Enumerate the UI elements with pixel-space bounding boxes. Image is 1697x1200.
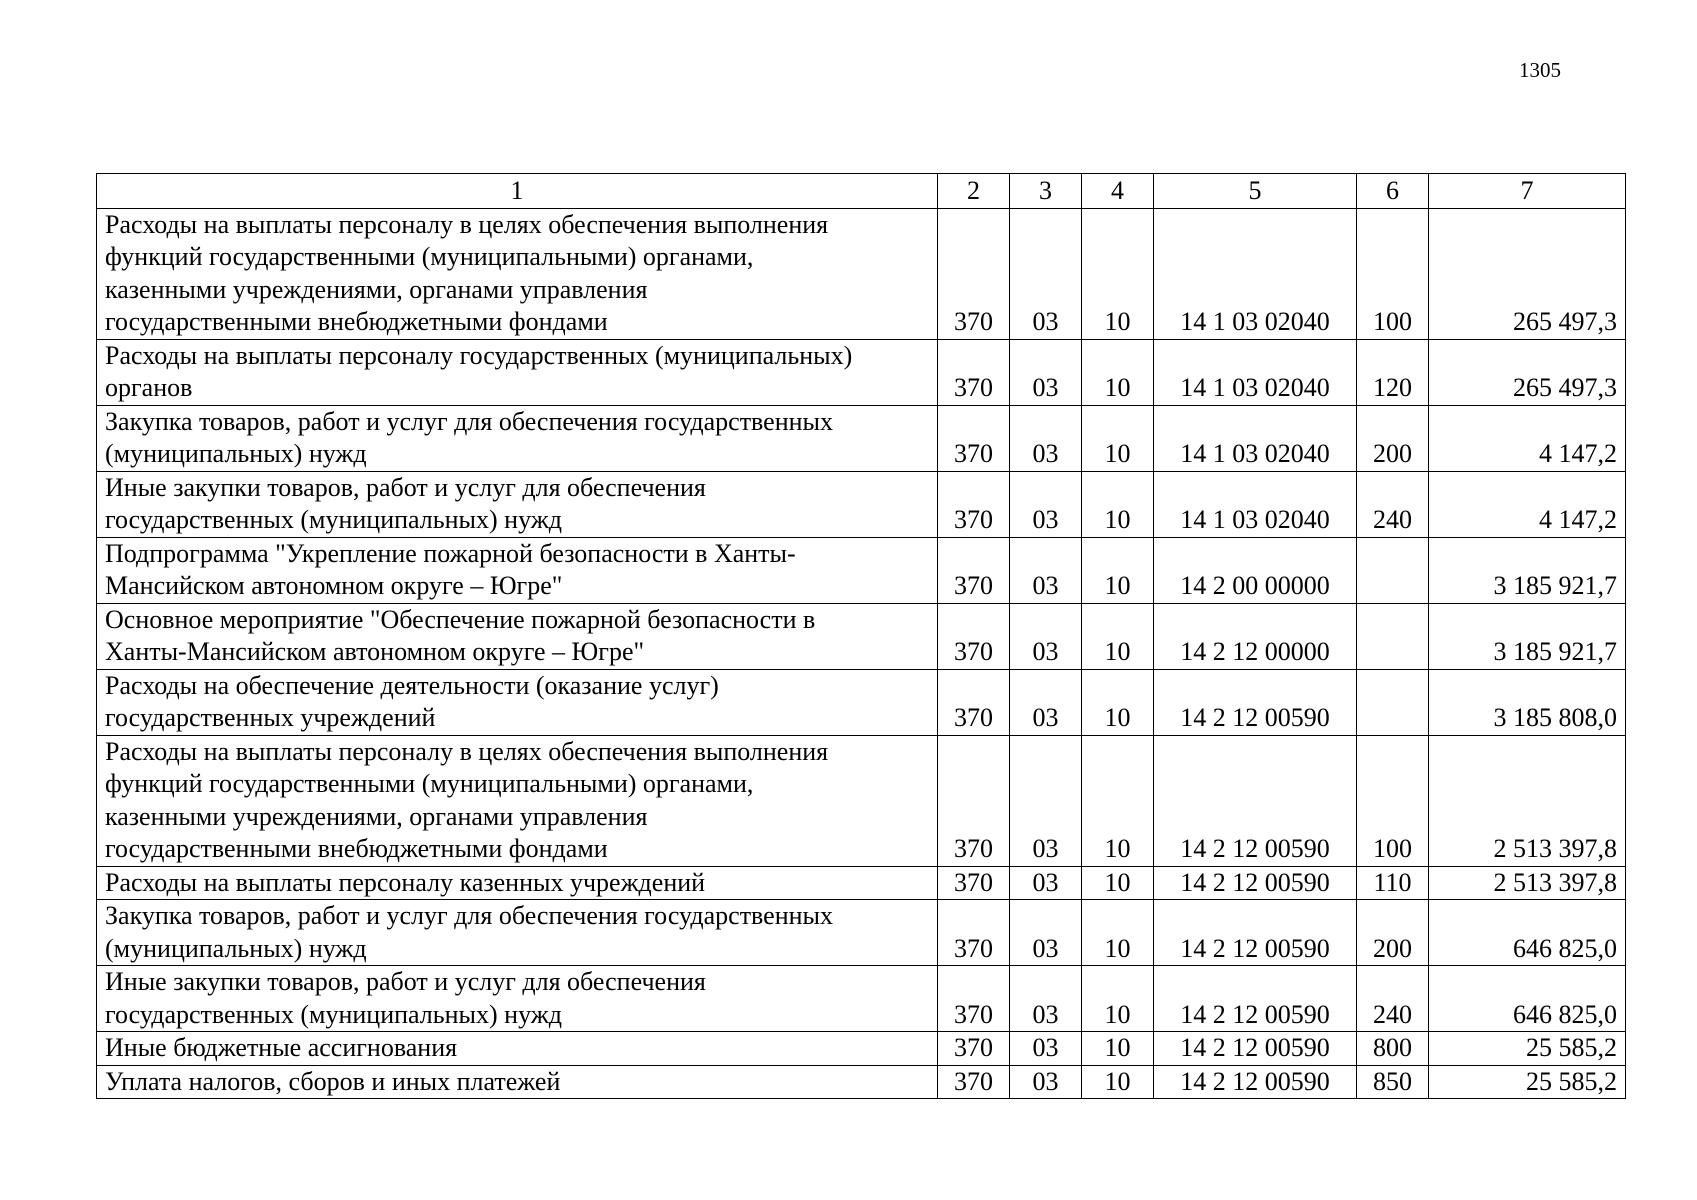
cell-col-3: 03 bbox=[1010, 669, 1082, 735]
description-line: Подпрограмма "Укрепление пожарной безопасности в Ханты- bbox=[105, 538, 796, 568]
cell-col-3: 03 bbox=[1010, 208, 1082, 339]
cell-col-3: 03 bbox=[1010, 537, 1082, 603]
cell-col-2: 370 bbox=[938, 339, 1010, 405]
header-col-4: 4 bbox=[1082, 174, 1154, 209]
cell-description bbox=[97, 866, 938, 900]
cell-col-2: 370 bbox=[938, 208, 1010, 339]
cell-col-7: 25 585,2 bbox=[1429, 1032, 1626, 1066]
description-line: функций государственными (муниципальными) органами, bbox=[105, 242, 754, 271]
cell-description bbox=[97, 735, 938, 866]
cell-col-6: 240 bbox=[1357, 966, 1429, 1032]
cell-col-5: 14 1 03 02040 bbox=[1154, 208, 1357, 339]
cell-description bbox=[97, 1032, 938, 1066]
cell-description bbox=[97, 966, 938, 1032]
description-line: государственными внебюджетными фондами bbox=[105, 307, 608, 336]
cell-col-7: 4 147,2 bbox=[1429, 471, 1626, 537]
header-col-1: 1 bbox=[97, 174, 938, 209]
page-number: 1305 bbox=[1519, 58, 1561, 82]
table-row bbox=[97, 1032, 1626, 1066]
cell-col-4: 10 bbox=[1082, 900, 1154, 966]
description-line: Расходы на выплаты персоналу в целях обеспечения выполнения bbox=[105, 209, 829, 239]
cell-col-7: 646 825,0 bbox=[1429, 900, 1626, 966]
header-col-6: 6 bbox=[1357, 174, 1429, 209]
table-row bbox=[97, 208, 1626, 339]
cell-col-6: 200 bbox=[1357, 900, 1429, 966]
description-line: государственных (муниципальных) нужд bbox=[105, 505, 562, 534]
table-row bbox=[97, 735, 1626, 866]
cell-col-5: 14 2 12 00590 bbox=[1154, 735, 1357, 866]
description-line: Расходы на выплаты персоналу в целях обеспечения выполнения bbox=[105, 736, 829, 766]
cell-col-2: 370 bbox=[938, 900, 1010, 966]
description-line: казенными учреждениями, органами управления bbox=[105, 801, 648, 831]
cell-col-5: 14 2 00 00000 bbox=[1154, 537, 1357, 603]
cell-col-6: 240 bbox=[1357, 471, 1429, 537]
cell-col-7: 265 497,3 bbox=[1429, 208, 1626, 339]
table-row bbox=[97, 405, 1626, 471]
description-line: Мансийском автономном округе – Югре" bbox=[105, 571, 563, 600]
cell-col-5: 14 1 03 02040 bbox=[1154, 405, 1357, 471]
cell-col-6: 200 bbox=[1357, 405, 1429, 471]
cell-col-3: 03 bbox=[1010, 735, 1082, 866]
description-line: государственными внебюджетными фондами bbox=[105, 834, 608, 863]
cell-col-3: 03 bbox=[1010, 339, 1082, 405]
cell-col-4: 10 bbox=[1082, 1032, 1154, 1066]
cell-col-3: 03 bbox=[1010, 966, 1082, 1032]
table-row bbox=[97, 669, 1626, 735]
description-line: государственных учреждений bbox=[105, 703, 436, 732]
description-line: Закупка товаров, работ и услуг для обеспечения государственных bbox=[105, 901, 834, 930]
description-line: функций государственными (муниципальными) органами, bbox=[105, 769, 754, 798]
cell-col-4: 10 bbox=[1082, 669, 1154, 735]
cell-col-2: 370 bbox=[938, 866, 1010, 900]
cell-col-4: 10 bbox=[1082, 966, 1154, 1032]
cell-col-3: 03 bbox=[1010, 900, 1082, 966]
cell-col-4: 10 bbox=[1082, 471, 1154, 537]
description-line: (муниципальных) нужд bbox=[105, 439, 367, 468]
cell-col-7: 3 185 921,7 bbox=[1429, 603, 1626, 669]
table-row bbox=[97, 966, 1626, 1032]
cell-col-2: 370 bbox=[938, 471, 1010, 537]
cell-col-4: 10 bbox=[1082, 405, 1154, 471]
cell-col-6 bbox=[1357, 669, 1429, 735]
cell-col-7: 25 585,2 bbox=[1429, 1065, 1626, 1099]
cell-col-4: 10 bbox=[1082, 339, 1154, 405]
cell-col-4: 10 bbox=[1082, 866, 1154, 900]
cell-col-3: 03 bbox=[1010, 603, 1082, 669]
cell-col-6: 850 bbox=[1357, 1065, 1429, 1099]
cell-col-2: 370 bbox=[938, 966, 1010, 1032]
cell-description bbox=[97, 339, 938, 405]
table-row bbox=[97, 900, 1626, 966]
cell-col-6: 110 bbox=[1357, 866, 1429, 900]
cell-col-6: 100 bbox=[1357, 735, 1429, 866]
cell-col-6: 100 bbox=[1357, 208, 1429, 339]
cell-col-3: 03 bbox=[1010, 1065, 1082, 1099]
cell-col-4: 10 bbox=[1082, 1065, 1154, 1099]
header-col-2: 2 bbox=[938, 174, 1010, 209]
header-col-3: 3 bbox=[1010, 174, 1082, 209]
cell-col-2: 370 bbox=[938, 1032, 1010, 1066]
cell-col-2: 370 bbox=[938, 405, 1010, 471]
cell-col-5: 14 2 12 00590 bbox=[1154, 966, 1357, 1032]
cell-col-7: 3 185 808,0 bbox=[1429, 669, 1626, 735]
table-header bbox=[97, 174, 1626, 209]
cell-col-3: 03 bbox=[1010, 471, 1082, 537]
cell-col-5: 14 2 12 00590 bbox=[1154, 1065, 1357, 1099]
cell-description bbox=[97, 537, 938, 603]
cell-col-7: 2 513 397,8 bbox=[1429, 735, 1626, 866]
table-row bbox=[97, 1065, 1626, 1099]
header-row bbox=[97, 174, 1626, 209]
cell-col-5: 14 2 12 00000 bbox=[1154, 603, 1357, 669]
description-line: Расходы на выплаты персоналу государственных (муниципальных) bbox=[105, 340, 853, 370]
description-line: Расходы на обеспечение деятельности (оказание услуг) bbox=[105, 670, 719, 700]
cell-description bbox=[97, 603, 938, 669]
cell-col-2: 370 bbox=[938, 669, 1010, 735]
cell-col-4: 10 bbox=[1082, 603, 1154, 669]
description-line: органов bbox=[105, 373, 193, 402]
cell-col-6: 120 bbox=[1357, 339, 1429, 405]
cell-col-5: 14 1 03 02040 bbox=[1154, 339, 1357, 405]
cell-description bbox=[97, 1065, 938, 1099]
cell-col-6 bbox=[1357, 603, 1429, 669]
description-line: Уплата налогов, сборов и иных платежей bbox=[105, 1066, 561, 1096]
cell-col-5: 14 2 12 00590 bbox=[1154, 900, 1357, 966]
cell-col-5: 14 1 03 02040 bbox=[1154, 471, 1357, 537]
description-line: Основное мероприятие "Обеспечение пожарной безопасности в bbox=[105, 604, 816, 634]
table-row bbox=[97, 603, 1626, 669]
cell-col-7: 646 825,0 bbox=[1429, 966, 1626, 1032]
cell-col-7: 265 497,3 bbox=[1429, 339, 1626, 405]
cell-description bbox=[97, 405, 938, 471]
table-body bbox=[97, 208, 1626, 1099]
cell-col-6: 800 bbox=[1357, 1032, 1429, 1066]
cell-col-3: 03 bbox=[1010, 1032, 1082, 1066]
header-col-7: 7 bbox=[1429, 174, 1626, 209]
cell-description bbox=[97, 900, 938, 966]
cell-col-4: 10 bbox=[1082, 735, 1154, 866]
cell-col-3: 03 bbox=[1010, 405, 1082, 471]
cell-description bbox=[97, 471, 938, 537]
cell-col-5: 14 2 12 00590 bbox=[1154, 669, 1357, 735]
cell-col-2: 370 bbox=[938, 1065, 1010, 1099]
cell-col-2: 370 bbox=[938, 735, 1010, 866]
cell-col-2: 370 bbox=[938, 537, 1010, 603]
cell-col-5: 14 2 12 00590 bbox=[1154, 1032, 1357, 1066]
cell-col-2: 370 bbox=[938, 603, 1010, 669]
description-line: Иные бюджетные ассигнования bbox=[105, 1033, 458, 1062]
description-line: Иные закупки товаров, работ и услуг для обеспечения bbox=[105, 472, 706, 502]
cell-col-7: 2 513 397,8 bbox=[1429, 866, 1626, 900]
cell-col-7: 4 147,2 bbox=[1429, 405, 1626, 471]
header-col-5: 5 bbox=[1154, 174, 1357, 209]
description-line: Ханты-Мансийском автономном округе – Югре" bbox=[105, 637, 645, 666]
cell-col-7: 3 185 921,7 bbox=[1429, 537, 1626, 603]
cell-description bbox=[97, 208, 938, 339]
table-row bbox=[97, 339, 1626, 405]
description-line: казенными учреждениями, органами управления bbox=[105, 274, 648, 304]
cell-col-3: 03 bbox=[1010, 866, 1082, 900]
cell-col-4: 10 bbox=[1082, 537, 1154, 603]
cell-description bbox=[97, 669, 938, 735]
description-line: Иные закупки товаров, работ и услуг для обеспечения bbox=[105, 967, 706, 996]
table-row bbox=[97, 866, 1626, 900]
cell-col-6 bbox=[1357, 537, 1429, 603]
table-row bbox=[97, 537, 1626, 603]
budget-table bbox=[96, 173, 1626, 1099]
description-line: (муниципальных) нужд bbox=[105, 933, 367, 963]
table-row bbox=[97, 471, 1626, 537]
cell-col-5: 14 2 12 00590 bbox=[1154, 866, 1357, 900]
cell-col-4: 10 bbox=[1082, 208, 1154, 339]
description-line: Расходы на выплаты персоналу казенных учреждений bbox=[105, 867, 706, 897]
description-line: государственных (муниципальных) нужд bbox=[105, 999, 562, 1029]
description-line: Закупка товаров, работ и услуг для обеспечения государственных bbox=[105, 406, 834, 436]
